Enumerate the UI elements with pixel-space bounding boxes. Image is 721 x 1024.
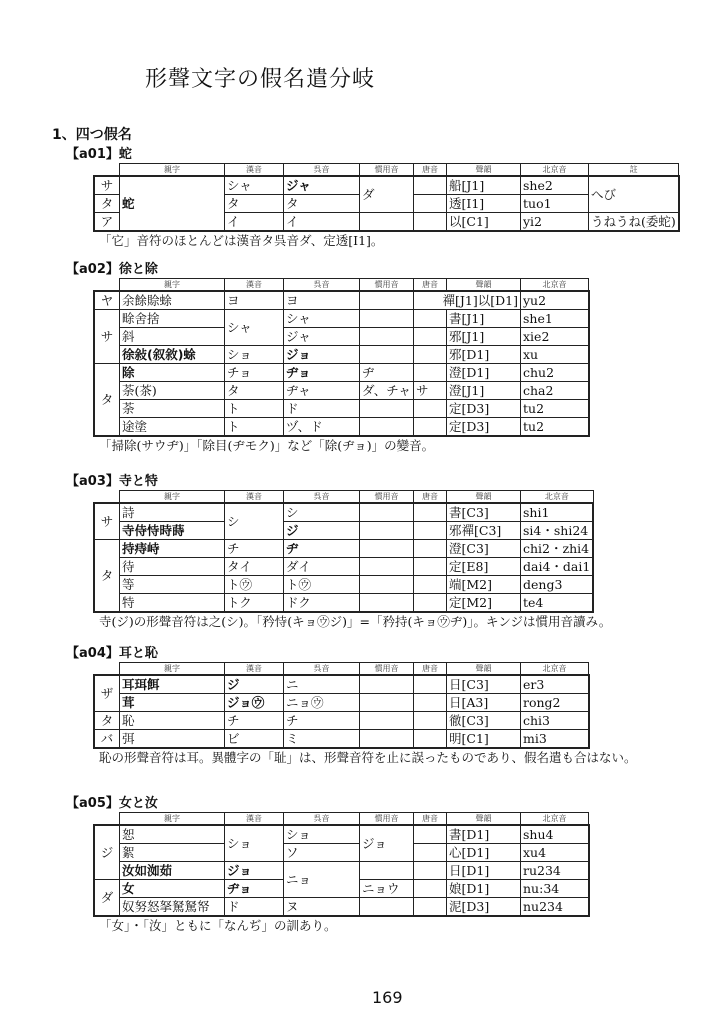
table-cell: ダ [360,176,414,213]
table-cell: イ [225,213,284,232]
column-header: 親字 [120,164,225,177]
table-cell: 茸 [120,694,225,712]
table-cell: 等 [120,576,225,594]
table-cell [360,400,414,418]
table-cell [360,540,414,558]
table-cell: シ [284,503,360,522]
column-header: 漢音 [225,813,284,826]
column-header: 註 [589,164,679,177]
table-cell [414,694,447,712]
column-header: 呉音 [284,279,360,292]
table-cell [414,844,447,862]
table-cell [414,400,447,418]
table-row [94,675,589,694]
table-cell: si4・shi24 [521,522,594,540]
table-cell: 端[M2] [447,576,521,594]
table-cell: シ [225,503,284,540]
header-blank [94,663,120,676]
table-cell: ド [225,898,284,917]
table-row [94,576,593,594]
reading-table [93,490,594,613]
table-cell: 蛇 [120,176,225,231]
table-cell: ショ [225,346,284,364]
column-header: 聲韻 [447,491,521,504]
table-cell: 特 [120,594,225,613]
column-header: 漢音 [225,491,284,504]
table-cell: 余餘賒蜍 [120,291,225,310]
table-cell: シャ [225,176,284,195]
header-blank [94,279,120,292]
table-cell: 奴努怒拏駑駑帑 [120,898,225,917]
table-cell: tu2 [521,400,589,418]
table-row [94,898,589,917]
table-cell [414,594,447,613]
table-cell: 途塗 [120,418,225,437]
table-cell [360,576,414,594]
table-cell: ジャ [284,176,360,195]
table-row [94,503,593,522]
table-cell: チ [225,540,284,558]
group-kana-cell: ダ [94,880,120,917]
column-header: 北京音 [521,663,589,676]
table-cell: タ [225,195,284,213]
group-kana-cell: タ [94,540,120,613]
table-cell: ニョウ [360,880,414,898]
page-title: 形聲文字の假名遣分岐 [145,67,376,92]
section-note: 寺(ジ)の形聲音符は之(シ)。「矜恃(キョ㋒ジ)」=「矜持(キョ㋒ヂ)」。キンジは慣用音讀み。 [99,614,612,629]
table-cell: xu4 [521,844,589,862]
table-cell: ru234 [521,862,589,880]
reading-table [93,662,590,749]
section-2 [66,261,590,454]
table-cell: shi1 [521,503,594,522]
table-cell: 定[M2] [447,594,521,613]
table-cell: ダ、チャ [360,382,414,400]
table-cell [414,540,447,558]
table-row [94,310,589,328]
table-cell: chi3 [521,712,589,730]
table-cell: 畭舍捨 [120,310,225,328]
table-cell [414,418,447,437]
table-row [94,540,593,558]
table-cell [414,364,447,382]
table-cell: 澄[J1] [447,382,521,400]
column-header: 呉音 [284,813,360,826]
table-cell: ニョ [284,862,360,898]
column-header: 唐音 [414,663,447,676]
table-cell: ヂ [360,364,414,382]
section-label: 【a01】蛇 [66,147,132,162]
table-cell [360,862,414,880]
table-cell: nu:34 [521,880,589,898]
table-cell: 書[C3] [447,503,521,522]
table-cell: chu2 [521,364,589,382]
section-5 [66,795,590,934]
table-cell: 澄[D1] [447,364,521,382]
table-cell: rong2 [521,694,589,712]
table-cell: 女 [120,880,225,898]
table-cell: ジ [225,675,284,694]
table-cell: ジョ㋒ [225,694,284,712]
table-row [94,328,589,346]
table-cell: 恥 [120,712,225,730]
table-cell: タイ [225,558,284,576]
table-cell: 日[C3] [447,675,521,694]
table-row [94,418,589,437]
group-kana-cell: サ [94,176,120,195]
table-cell: 澄[C3] [447,540,521,558]
chapter-heading: 1、四つ假名 [52,127,132,143]
table-cell: サ [414,382,447,400]
table-cell: ニョ㋒ [284,694,360,712]
table-cell [414,825,447,844]
table-cell: 汝如洳茹 [120,862,225,880]
group-kana-cell: ザ [94,675,120,712]
table-cell: 詩 [120,503,225,522]
table-cell: 書[J1] [447,310,521,328]
column-header: 慣用音 [360,663,414,676]
table-cell: 日[D1] [447,862,521,880]
table-cell: ヂョ [284,364,360,382]
table-cell [360,328,414,346]
table-cell [360,418,414,437]
reading-table [93,278,590,437]
header-blank [94,491,120,504]
group-kana-cell: ア [94,213,120,232]
table-cell: 絮 [120,844,225,862]
table-cell: 船[J1] [447,176,521,195]
table-cell: ジョ [225,862,284,880]
table-cell: cha2 [521,382,589,400]
column-header: 慣用音 [360,491,414,504]
table-cell: 定[D3] [447,400,521,418]
group-kana-cell: バ [94,730,120,749]
table-cell: 耳珥餌 [120,675,225,694]
table-cell: チョ [225,364,284,382]
column-header: 唐音 [414,491,447,504]
table-cell: ト [225,418,284,437]
table-cell: er3 [521,675,589,694]
table-cell [414,328,447,346]
table-cell: ト㋒ [225,576,284,594]
table-cell: へび [589,176,679,213]
table-cell: 定[D3] [447,418,521,437]
table-cell: ショ [284,825,360,844]
table-cell: ショ [225,825,284,862]
table-cell: ト [225,400,284,418]
table-cell: yi2 [521,213,589,232]
table-cell [360,310,414,328]
table-cell: 禪[J1]以[D1] [414,291,521,310]
table-cell: mi3 [521,730,589,749]
column-header: 北京音 [521,279,589,292]
column-header: 北京音 [521,813,589,826]
section-label: 【a05】女と汝 [66,796,158,811]
table-cell: トク [225,594,284,613]
column-header: 呉音 [284,164,360,177]
table-cell: tuo1 [521,195,589,213]
column-header: 唐音 [414,164,447,177]
section-label: 【a04】耳と恥 [66,646,158,661]
table-cell: ジョ [360,825,414,862]
table-cell: she1 [521,310,589,328]
table-cell [360,594,414,613]
column-header: 慣用音 [360,279,414,292]
group-kana-cell: タ [94,712,120,730]
table-cell: xie2 [521,328,589,346]
table-row [94,346,589,364]
column-header: 聲韻 [447,663,521,676]
column-header: 唐音 [414,813,447,826]
reading-table [93,163,680,232]
column-header: 漢音 [225,279,284,292]
table-cell: ト㋒ [284,576,360,594]
column-header: 親字 [120,813,225,826]
table-row [94,382,589,400]
table-cell [360,346,414,364]
table-cell: ビ [225,730,284,749]
table-cell: 徹[C3] [447,712,521,730]
table-cell: nu234 [521,898,589,917]
table-cell [360,291,414,310]
table-cell: 斜 [120,328,225,346]
table-cell: yu2 [521,291,589,310]
column-header: 漢音 [225,663,284,676]
table-cell [414,176,447,195]
table-cell [360,694,414,712]
table-cell [414,503,447,522]
group-kana-cell: ヤ [94,291,120,310]
table-cell: deng3 [521,576,594,594]
table-cell: ジ [284,522,360,540]
table-cell: 邪[D1] [447,346,521,364]
group-kana-cell: ジ [94,825,120,880]
column-header: 親字 [120,491,225,504]
table-cell: チ [284,712,360,730]
column-header: 聲韻 [447,164,521,177]
table-row [94,522,593,540]
table-cell [360,712,414,730]
group-kana-cell: サ [94,310,120,364]
table-row [94,825,589,844]
column-header: 慣用音 [360,164,414,177]
table-cell: 除 [120,364,225,382]
table-cell [414,675,447,694]
table-cell: shu4 [521,825,589,844]
column-header: 漢音 [225,164,284,177]
group-kana-cell: タ [94,364,120,437]
section-note: 「女」・「汝」ともに「なんぢ」の訓あり。 [99,918,337,933]
column-header: 北京音 [521,164,589,177]
column-header: 聲韻 [447,813,521,826]
table-cell: 娘[D1] [447,880,521,898]
table-cell [414,310,447,328]
table-cell [360,213,414,232]
table-cell [360,558,414,576]
table-cell: 弭 [120,730,225,749]
table-cell [360,503,414,522]
group-kana-cell: タ [94,195,120,213]
section-3 [66,473,611,630]
table-cell: イ [284,213,360,232]
table-cell: 邪[J1] [447,328,521,346]
table-cell: タ [284,195,360,213]
column-header: 北京音 [521,491,594,504]
column-header: 聲韻 [447,279,521,292]
column-header: 親字 [120,663,225,676]
table-row [94,730,589,749]
table-cell: ジョ [284,346,360,364]
table-cell: ソ [284,844,360,862]
table-cell: ヂョ [225,880,284,898]
table-cell [360,522,414,540]
table-row [94,364,589,382]
table-cell: xu [521,346,589,364]
table-row [94,844,589,862]
section-note: 「它」音符のほとんどは漢音タ呉音ダ、定透[I1]。 [99,233,384,248]
table-cell: she2 [521,176,589,195]
header-blank [94,164,120,177]
table-row [94,594,593,613]
table-cell: chi2・zhi4 [521,540,594,558]
table-row [94,558,593,576]
table-cell: タ [225,382,284,400]
table-row [94,176,679,195]
section-note: 「掃除(サウヂ)」「除目(ヂモク)」など「除(ヂョ)」の變音。 [99,438,435,453]
table-cell [414,346,447,364]
table-cell: 恕 [120,825,225,844]
table-cell [360,730,414,749]
table-cell [414,195,447,213]
table-cell: ヌ [284,898,360,917]
table-row [94,291,589,310]
table-cell: シャ [225,310,284,346]
table-row [94,862,589,880]
table-cell [360,675,414,694]
table-cell [414,862,447,880]
table-cell [414,730,447,749]
column-header: 呉音 [284,663,360,676]
table-cell [414,558,447,576]
table-cell: チ [225,712,284,730]
table-cell [360,898,414,917]
page-number: 169 [372,988,403,1007]
section-label: 【a02】徐と除 [66,262,158,277]
table-cell: 書[D1] [447,825,521,844]
table-row [94,712,589,730]
table-cell: ヨ [225,291,284,310]
group-kana-cell: サ [94,503,120,540]
table-cell [414,576,447,594]
table-row [94,694,589,712]
table-cell: ヂ [284,540,360,558]
table-cell: ジャ [284,328,360,346]
table-cell: 待 [120,558,225,576]
section-1 [66,146,680,249]
table-cell: ニ [284,675,360,694]
reading-table [93,812,590,917]
table-cell [414,712,447,730]
column-header: 親字 [120,279,225,292]
table-cell: ダイ [284,558,360,576]
table-cell: 寺侍恃時蒔 [120,522,225,540]
table-cell: 以[C1] [447,213,521,232]
table-cell [414,522,447,540]
table-cell [414,213,447,232]
table-cell: うねうね(委蛇) [589,213,679,232]
section-label: 【a03】寺と特 [66,474,158,489]
table-cell: 透[I1] [447,195,521,213]
section-4 [66,645,637,766]
table-cell: 邪禪[C3] [447,522,521,540]
table-cell: 持痔峙 [120,540,225,558]
table-cell: 日[A3] [447,694,521,712]
table-cell: 荼 [120,400,225,418]
column-header: 呉音 [284,491,360,504]
table-cell: 徐敍(叙敘)蜍 [120,346,225,364]
table-cell: 泥[D3] [447,898,521,917]
table-cell: 心[D1] [447,844,521,862]
table-cell: dai4・dai1 [521,558,594,576]
table-cell: 明[C1] [447,730,521,749]
table-cell: tu2 [521,418,589,437]
table-cell: シャ [284,310,360,328]
table-cell: ドク [284,594,360,613]
section-note: 恥の形聲音符は耳。異體字の「耻」は、形聲音符を止に誤ったものであり、假名遣も合はない。 [99,750,637,765]
table-cell: 荼(茶) [120,382,225,400]
table-cell: ヨ [284,291,360,310]
column-header: 慣用音 [360,813,414,826]
table-cell [414,880,447,898]
table-cell: te4 [521,594,594,613]
table-cell: ヅ、ド [284,418,360,437]
table-cell: ヂャ [284,382,360,400]
table-cell: ミ [284,730,360,749]
table-cell: 定[E8] [447,558,521,576]
header-blank [94,813,120,826]
table-cell: ド [284,400,360,418]
table-row [94,400,589,418]
column-header: 唐音 [414,279,447,292]
table-cell [414,898,447,917]
